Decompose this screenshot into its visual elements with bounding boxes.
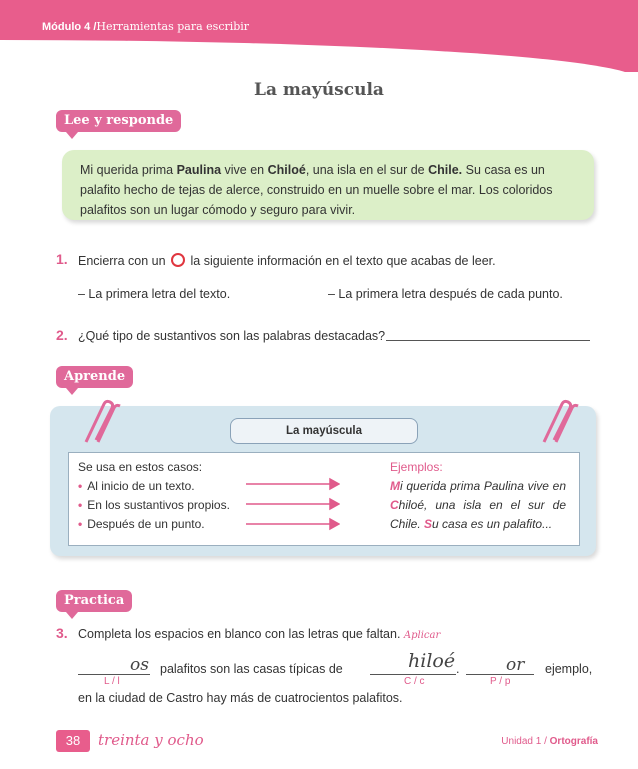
footer-separator: / (541, 736, 550, 747)
practice-text-1: palafitos son las casas típicas de (160, 662, 343, 676)
use-item: • En los sustantivos propios. (78, 498, 230, 512)
q1-text-before: Encierra con un (78, 254, 166, 268)
reading-text-part: Chiloé (267, 163, 306, 177)
blank-1-answer: os (130, 655, 149, 675)
examples-title: Ejemplos: (390, 460, 443, 474)
question-1-text (78, 253, 496, 268)
footer-unit (501, 736, 598, 747)
page-number: 38 (56, 730, 90, 752)
question-2-text: ¿Qué tipo de sustantivos son las palabras destacadas? (78, 329, 386, 343)
example-text (390, 477, 566, 534)
reading-text (80, 160, 576, 220)
q1-option-a: – La primera letra del texto. (78, 287, 231, 301)
reading-text-part: Paulina (176, 163, 222, 177)
example-text-part: C (390, 498, 399, 512)
reading-text-part: , una isla en el sur de (305, 163, 429, 177)
concept-pill: La mayúscula (230, 418, 418, 444)
use-item: • Al inicio de un texto. (78, 479, 195, 493)
blank-2[interactable] (370, 674, 456, 675)
blank-2-hint: C / c (404, 676, 425, 687)
question-1 (56, 251, 68, 269)
footer-unit-label: Unidad 1 (501, 736, 542, 747)
q3-text: Completa los espacios en blanco con las letras que faltan. (78, 627, 401, 641)
question-2 (56, 327, 68, 345)
page-title: La mayúscula (254, 80, 384, 100)
reading-text-part: Mi querida prima (80, 163, 177, 177)
tab-aprende: Aprende (56, 366, 133, 388)
practice-text-3: ejemplo, (545, 662, 593, 676)
practice-line-2: en la ciudad de Castro hay más de cuatrocientos palafitos. (78, 691, 403, 705)
module-label (42, 20, 249, 33)
reading-text-part: Su casa es un palafito hecho de tejas de alerce, construido en un muelle sobre el mar. Los coloridos palafitos son un lugar cómodo y seguro para vivir. (80, 163, 553, 217)
examples (390, 458, 566, 534)
paperclip-icon-left (76, 398, 124, 446)
answer-line-q2[interactable] (386, 340, 590, 341)
circle-icon (171, 253, 185, 267)
practice-text-2: . (456, 662, 460, 676)
uses-list (78, 458, 230, 534)
reading-text-part: vive en (221, 163, 268, 177)
paperclip-icon-right (534, 398, 582, 446)
tab-practica: Practica (56, 590, 132, 612)
tab-lee-y-responde: Lee y responde (56, 110, 181, 132)
footer-topic: Ortografía (549, 736, 598, 747)
q1-text-after: la siguiente información en el texto que acabas de leer. (190, 254, 496, 268)
example-text-part: S (424, 517, 433, 531)
module-subtitle: Herramientas para escribir (96, 20, 250, 33)
example-text-part: u casa es un palafito... (432, 517, 553, 531)
page-number-word: treinta y ocho (98, 731, 204, 749)
reading-text-part: Chile. (428, 163, 463, 177)
module-separator: / (93, 21, 97, 33)
question-3-number: 3. (56, 625, 68, 641)
example-text-part: i querida prima Paulina vive en (400, 479, 566, 493)
blank-3-hint: P / p (490, 676, 511, 687)
uses-title: Se usa en estos casos: (78, 460, 203, 474)
use-item: • Después de un punto. (78, 517, 205, 531)
q1-option-b: – La primera letra después de cada punto. (328, 287, 563, 301)
blank-3-answer: or (506, 655, 525, 675)
example-text-part: hiloé, una isla en el sur de Chile. (390, 498, 566, 531)
arrows (244, 476, 340, 532)
question-3 (56, 625, 68, 643)
example-text-part: M (390, 479, 400, 493)
question-3-text (78, 627, 440, 641)
module-number: Módulo 4 (42, 21, 91, 33)
blank-2-answer: hiloé (408, 650, 456, 672)
question-2-number: 2. (56, 327, 68, 343)
blank-1-hint: L / l (104, 676, 120, 687)
q3-tag: Aplicar (403, 630, 441, 641)
question-1-number: 1. (56, 251, 68, 267)
